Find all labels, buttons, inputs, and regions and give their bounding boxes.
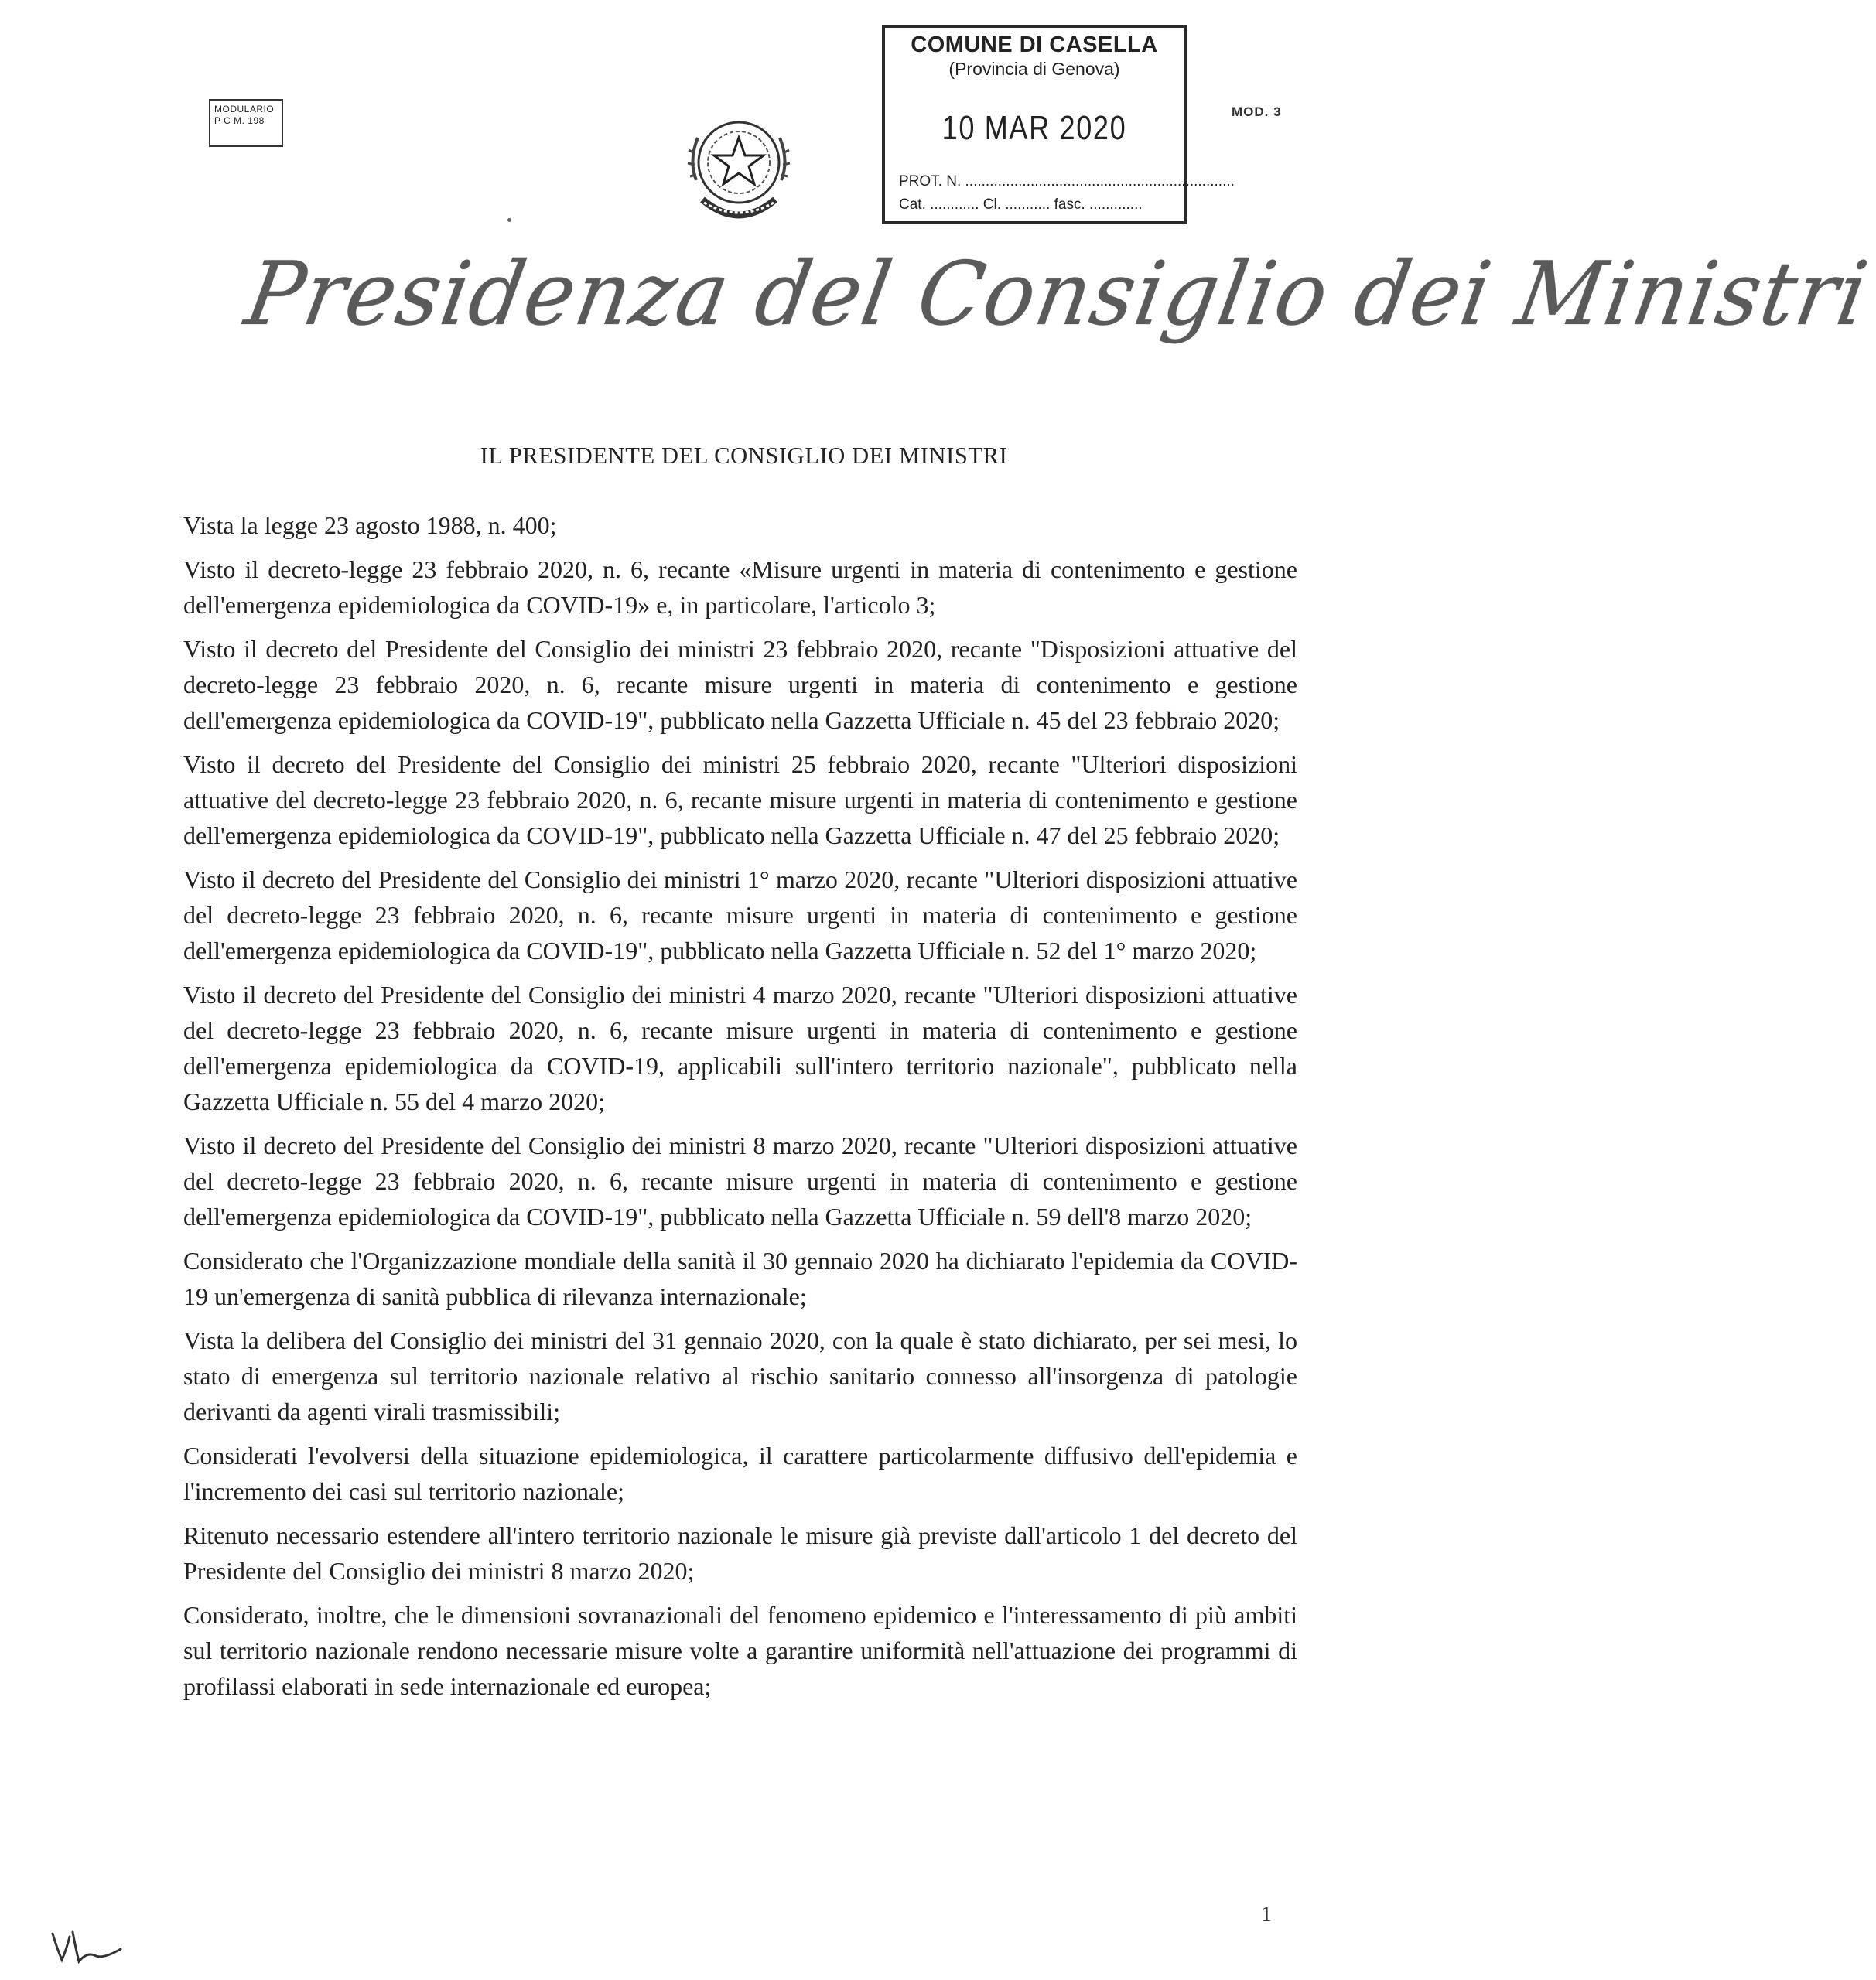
page-number: 1	[1261, 1903, 1272, 1927]
paragraph: Visto il decreto del Presidente del Consiglio dei ministri 4 marzo 2020, recante "Ulteriori disposizioni attuative del decreto-legge 23 febbraio 2020, n. 6, recante misure urgenti in materia di contenimento e gestione dell'emergenza epidemiologica da COVID-19, applicabili sull'intero territorio nazionale", pubblicato nella Gazzetta Ufficiale n. 55 del 4 marzo 2020;	[183, 981, 1297, 1115]
mod-label: MOD. 3	[1232, 104, 1282, 119]
paragraph: Visto il decreto del Presidente del Consiglio dei ministri 23 febbraio 2020, recante "Disposizioni attuative del decreto-legge 23 febbraio 2020, n. 6, recante misure urgenti in materia di contenimento e gestione dell'emergenza epidemiologica da COVID-19", pubblicato nella Gazzetta Ufficiale n. 45 del 23 febbraio 2020;	[183, 635, 1297, 734]
paragraph: Visto il decreto-legge 23 febbraio 2020, n. 6, recante «Misure urgenti in materia di contenimento e gestione dell'emergenza epidemiologica da COVID-19» e, in particolare, l'articolo 3;	[183, 555, 1297, 619]
letterhead-calligraphy: Presidenza del Consiglio dei Ministri	[238, 243, 1876, 346]
paragraph: Vista la legge 23 agosto 1988, n. 400;	[183, 511, 557, 539]
stamp-title: COMUNE DI CASELLA	[911, 32, 1158, 57]
scan-dot	[507, 218, 511, 222]
paragraph: Visto il decreto del Presidente del Consiglio dei ministri 8 marzo 2020, recante "Ulteriori disposizioni attuative del decreto-legge 23 febbraio 2020, n. 6, recante misure urgenti in materia di contenimento e gestione dell'emergenza epidemiologica da COVID-19", pubblicato nella Gazzetta Ufficiale n. 59 dell'8 marzo 2020;	[183, 1132, 1297, 1231]
paragraph: Visto il decreto del Presidente del Consiglio dei ministri 1° marzo 2020, recante "Ulteriori disposizioni attuative del decreto-legge 23 febbraio 2020, n. 6, recante misure urgenti in materia di contenimento e gestione dell'emergenza epidemiologica da COVID-19", pubblicato nella Gazzetta Ufficiale n. 52 del 1° marzo 2020;	[183, 865, 1297, 964]
page-heading: IL PRESIDENTE DEL CONSIGLIO DEI MINISTRI	[480, 442, 1008, 469]
paragraph: Considerati l'evolversi della situazione epidemiologica, il carattere particolarmente diffusivo dell'epidemia e l'incremento dei casi sul territorio nazionale;	[183, 1442, 1297, 1505]
paragraph: Considerato che l'Organizzazione mondiale della sanità il 30 gennaio 2020 ha dichiarato l'epidemia da COVID-19 un'emergenza di sanità pubblica di rilevanza internazionale;	[183, 1247, 1297, 1310]
stamp-category-line: Cat. ............ Cl. ........... fasc. .............	[899, 196, 1143, 213]
stamp-protocol-line: PROT. N. ..................................................................	[899, 173, 1235, 189]
protocol-stamp	[882, 25, 1235, 224]
handwritten-initials-icon	[46, 1926, 132, 1972]
modulario-line-2: P C M. 198	[214, 115, 265, 126]
modulario-box	[209, 99, 283, 147]
modulario-line-1: MODULARIO	[214, 104, 275, 114]
paragraph: Visto il decreto del Presidente del Consiglio dei ministri 25 febbraio 2020, recante "Ulteriori disposizioni attuative del decreto-legge 23 febbraio 2020, n. 6, recante misure urgenti in materia di contenimento e gestione dell'emergenza epidemiologica da COVID-19", pubblicato nella Gazzetta Ufficiale n. 47 del 25 febbraio 2020;	[183, 750, 1297, 849]
paragraph: Considerato, inoltre, che le dimensioni sovranazionali del fenomeno epidemico e l'interessamento di più ambiti sul territorio nazionale rendono necessarie misure volte a garantire uniformità nell'attuazione dei programmi di profilassi elaborati in sede internazionale ed europea;	[183, 1601, 1297, 1700]
stamp-subtitle: (Provincia di Genova)	[948, 59, 1120, 79]
document-body	[183, 507, 1297, 1712]
stamp-date: 10 MAR 2020	[941, 109, 1127, 147]
paragraph: Ritenuto necessario estendere all'intero territorio nazionale le misure già previste dall'articolo 1 del decreto del Presidente del Consiglio dei ministri 8 marzo 2020;	[183, 1521, 1297, 1585]
republic-emblem-icon	[681, 107, 797, 238]
paragraph: Vista la delibera del Consiglio dei ministri del 31 gennaio 2020, con la quale è stato dichiarato, per sei mesi, lo stato di emergenza sul territorio nazionale relativo al rischio sanitario connesso all'insorgenza di patologie derivanti da agenti virali trasmissibili;	[183, 1326, 1297, 1425]
